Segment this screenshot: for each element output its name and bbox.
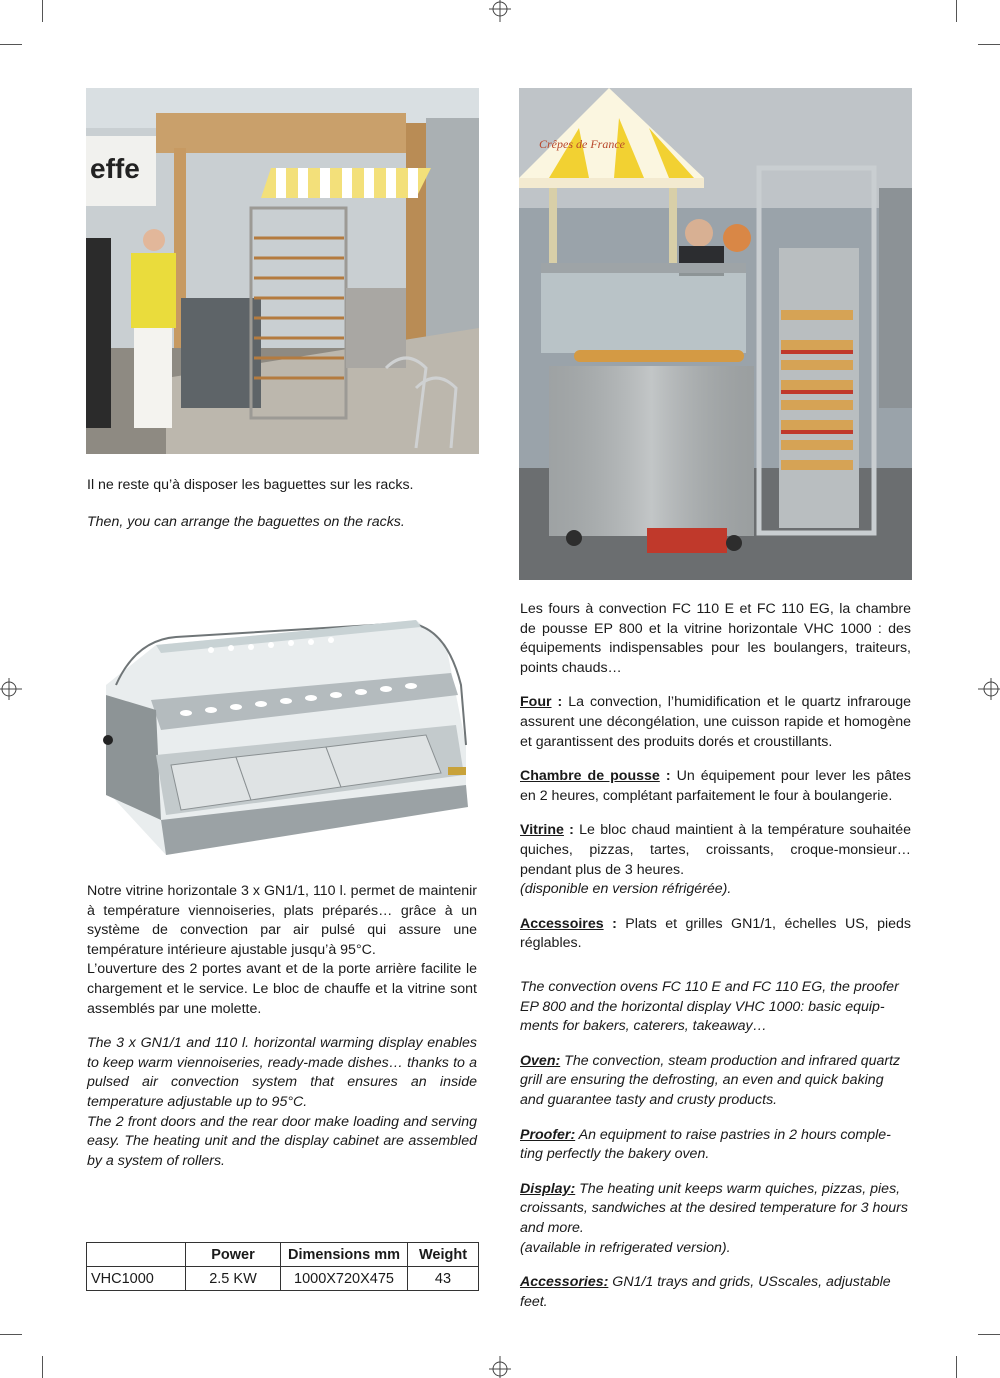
en-description-2: The 2 front doors and the rear door make loading and serving easy. The heating unit and the display cabinet are assembled by a system of rollers. xyxy=(87,1113,477,1169)
right-column-en xyxy=(520,978,911,1312)
registration-mark-icon xyxy=(0,678,22,700)
spec-cell-dimensions: 1000X720X475 xyxy=(281,1267,408,1291)
caption-en: Then, you can arrange the baguettes on the racks. xyxy=(87,514,405,530)
fr-four-text: La convection, l’humidification et le quartz infrarouge assurent une décongélation, une cuisson rapide et homogène et garantissent des produits dorés et croustillants. xyxy=(520,694,911,750)
fr-vitrine-note: (disponible en version réfrigérée). xyxy=(520,881,732,898)
fr-chambre-text: Un équipement pour lever les pâtes en 2 heures, complétant parfaitement le four à boulangerie. xyxy=(520,768,912,804)
en-oven-text: The convection, steam production and infrared quartz grill are ensuring the defrosting, an even and quick baking and guarantee tasty and crusty products. xyxy=(520,1052,901,1108)
crop-mark xyxy=(978,44,1000,45)
fr-vitrine-label: Vitrine xyxy=(520,822,564,839)
photo-display-and-rack xyxy=(519,88,912,580)
en-oven-paragraph xyxy=(520,1052,911,1111)
en-oven-label: Oven: xyxy=(520,1052,561,1069)
spec-cell-power: 2.5 KW xyxy=(186,1267,281,1291)
fr-vitrine-paragraph xyxy=(520,821,911,880)
en-display-text: The heating unit keeps warm quiches, pizzas, pies, croissants, sandwiches at the desired temperature for 3 hours and more. xyxy=(520,1180,908,1236)
registration-mark-icon xyxy=(978,678,1000,700)
spec-header-weight: Weight xyxy=(408,1243,479,1267)
spec-header-model xyxy=(87,1243,186,1267)
registration-mark-icon xyxy=(489,0,511,22)
crop-mark xyxy=(956,1356,957,1378)
photo-warming-display xyxy=(96,615,474,857)
fr-accessoires-sep: : xyxy=(603,915,626,932)
en-proofer-text: An equipment to raise pastries in 2 hours comple-ting perfectly the bakery oven. xyxy=(520,1126,891,1163)
en-display-paragraph xyxy=(520,1180,911,1239)
en-display-note: (available in refrigerated version). xyxy=(520,1239,731,1256)
fr-four-paragraph xyxy=(520,693,911,752)
fr-chambre-sep: : xyxy=(659,768,677,785)
spec-table xyxy=(86,1242,479,1291)
fr-accessoires-paragraph xyxy=(520,915,911,954)
en-accessories-paragraph xyxy=(520,1273,911,1312)
en-proofer-label: Proofer: xyxy=(520,1126,576,1143)
photo-awning-text: Crêpes de France xyxy=(539,137,625,151)
crop-mark xyxy=(0,1334,22,1335)
fr-vitrine-text: Le bloc chaud maintient à la température souhaitée quiches, pizzas, tartes, croissants, croque-monsieur… pendant plus de 3 heures. xyxy=(520,822,911,878)
en-accessories-label: Accessories: xyxy=(520,1274,609,1291)
fr-description-2: L’ouverture des 2 portes avant et de la porte arrière facilite le chargement et le service. Le bloc de chauffe et la vitrine sont assemblés par une molette. xyxy=(87,961,477,1017)
crop-mark xyxy=(956,0,957,22)
spec-cell-model: VHC1000 xyxy=(87,1267,186,1291)
fr-four-sep: : xyxy=(551,694,569,711)
fr-four-label: Four xyxy=(520,694,552,711)
en-proofer-paragraph xyxy=(520,1126,911,1165)
fr-vitrine-sep: : xyxy=(563,822,580,839)
crop-mark xyxy=(42,0,43,22)
right-column-fr xyxy=(520,600,911,954)
crop-mark xyxy=(0,44,22,45)
photo-sign-text: effe xyxy=(90,153,140,184)
fr-accessoires-text: Plats et grilles GN1/1, échelles US, pieds réglables. xyxy=(520,915,911,952)
spec-table-header-row xyxy=(87,1243,479,1267)
table-row xyxy=(87,1267,479,1291)
fr-accessoires-label: Accessoires xyxy=(520,915,604,932)
crop-mark xyxy=(42,1356,43,1378)
spec-cell-weight: 43 xyxy=(408,1267,479,1291)
fr-description-1: Notre vitrine horizontale 3 x GN1/1, 110 l. permet de maintenir à température viennoiseries, plats préparés… grâce à un système de convection par air pulsé qui assure une température intérieure ajustable jusqu’à 95°C. xyxy=(87,883,477,958)
registration-mark-icon xyxy=(489,1356,511,1378)
crop-mark xyxy=(978,1334,1000,1335)
en-intro: The convection ovens FC 110 E and FC 110 EG, the proofer EP 800 and the horizontal display VHC 1000: basic equip-ments for bakers, caterers, takeaway… xyxy=(520,979,899,1035)
fr-intro: Les fours à convection FC 110 E et FC 110 EG, la chambre de pousse EP 800 et la vitrine horizontale VHC 1000 : des équipements indispensables pour les boulangers, traiteurs, points chauds… xyxy=(520,601,911,676)
fr-chambre-paragraph xyxy=(520,767,911,806)
photo-bakery-stand xyxy=(86,88,479,454)
fr-chambre-label: Chambre de pousse xyxy=(520,768,660,785)
spec-header-dimensions: Dimensions mm xyxy=(281,1243,408,1267)
caption-fr: Il ne reste qu’à disposer les baguettes sur les racks. xyxy=(87,477,414,493)
en-description-1: The 3 x GN1/1 and 110 l. horizontal warming display enables to keep warm viennoiseries, ready-made dishes… thanks to a pulsed air convection system that ensures an inside temperature adjustable up to 95°C. xyxy=(87,1035,477,1110)
left-column-text xyxy=(87,882,477,1171)
en-display-label: Display: xyxy=(520,1180,576,1197)
en-accessories-text: GN1/1 trays and grids, USscales, adjustable feet. xyxy=(520,1274,891,1310)
spec-header-power: Power xyxy=(186,1243,281,1267)
